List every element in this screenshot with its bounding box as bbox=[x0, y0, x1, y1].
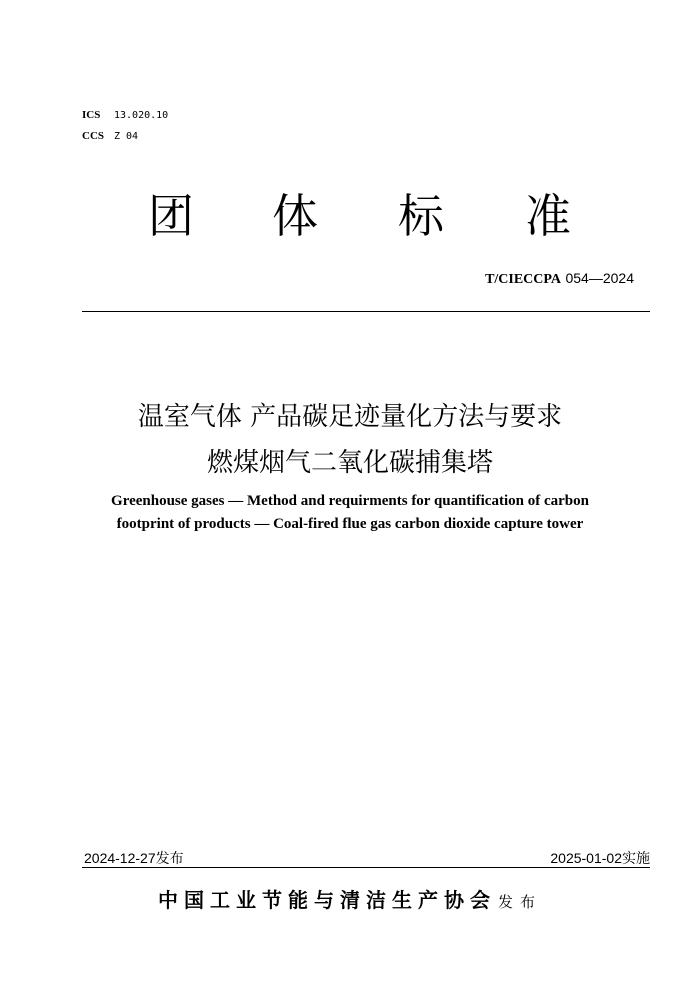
standard-type-char-1: 团 bbox=[148, 189, 194, 243]
ccs-label: CCS bbox=[82, 130, 105, 142]
bottom-divider bbox=[82, 867, 650, 868]
issue-date-suffix: 发布 bbox=[155, 851, 184, 867]
publisher bbox=[0, 884, 700, 913]
publisher-name: 中国工业节能与清洁生产协会 bbox=[157, 888, 496, 912]
top-divider bbox=[82, 311, 650, 312]
standard-number-prefix: T/CIECCPA bbox=[485, 272, 562, 287]
cn-title-line-1: 温室气体 产品碳足迹量化方法与要求 bbox=[137, 402, 563, 432]
implement-date-suffix: 实施 bbox=[622, 851, 650, 867]
standard-number-value: 054—2024 bbox=[565, 270, 634, 286]
issue-date-value: 2024-12-27 bbox=[84, 850, 156, 866]
standard-type-char-2: 体 bbox=[272, 189, 318, 243]
cn-title-line-2: 燃煤烟气二氧化碳捕集塔 bbox=[206, 448, 493, 478]
issue-date bbox=[84, 848, 184, 868]
standard-type-char-4: 准 bbox=[525, 189, 571, 243]
publisher-suffix: 发布 bbox=[497, 893, 542, 911]
standard-type-heading bbox=[0, 188, 700, 244]
ics-label: ICS bbox=[82, 109, 101, 121]
implement-date-value: 2025-01-02 bbox=[550, 850, 622, 866]
implement-date bbox=[550, 848, 650, 868]
ccs-classification bbox=[82, 129, 138, 144]
ics-value: 13.020.10 bbox=[114, 110, 169, 121]
standard-type-char-3: 标 bbox=[398, 189, 444, 243]
en-title-line-1: Greenhouse gases — Method and requirments for quantification of carbon bbox=[111, 493, 589, 509]
ics-classification bbox=[82, 108, 168, 123]
standard-number bbox=[485, 270, 634, 288]
en-title-line-2: footprint of products — Coal-fired flue gas carbon dioxide capture tower bbox=[116, 516, 584, 532]
ccs-value: Z 04 bbox=[114, 131, 139, 142]
